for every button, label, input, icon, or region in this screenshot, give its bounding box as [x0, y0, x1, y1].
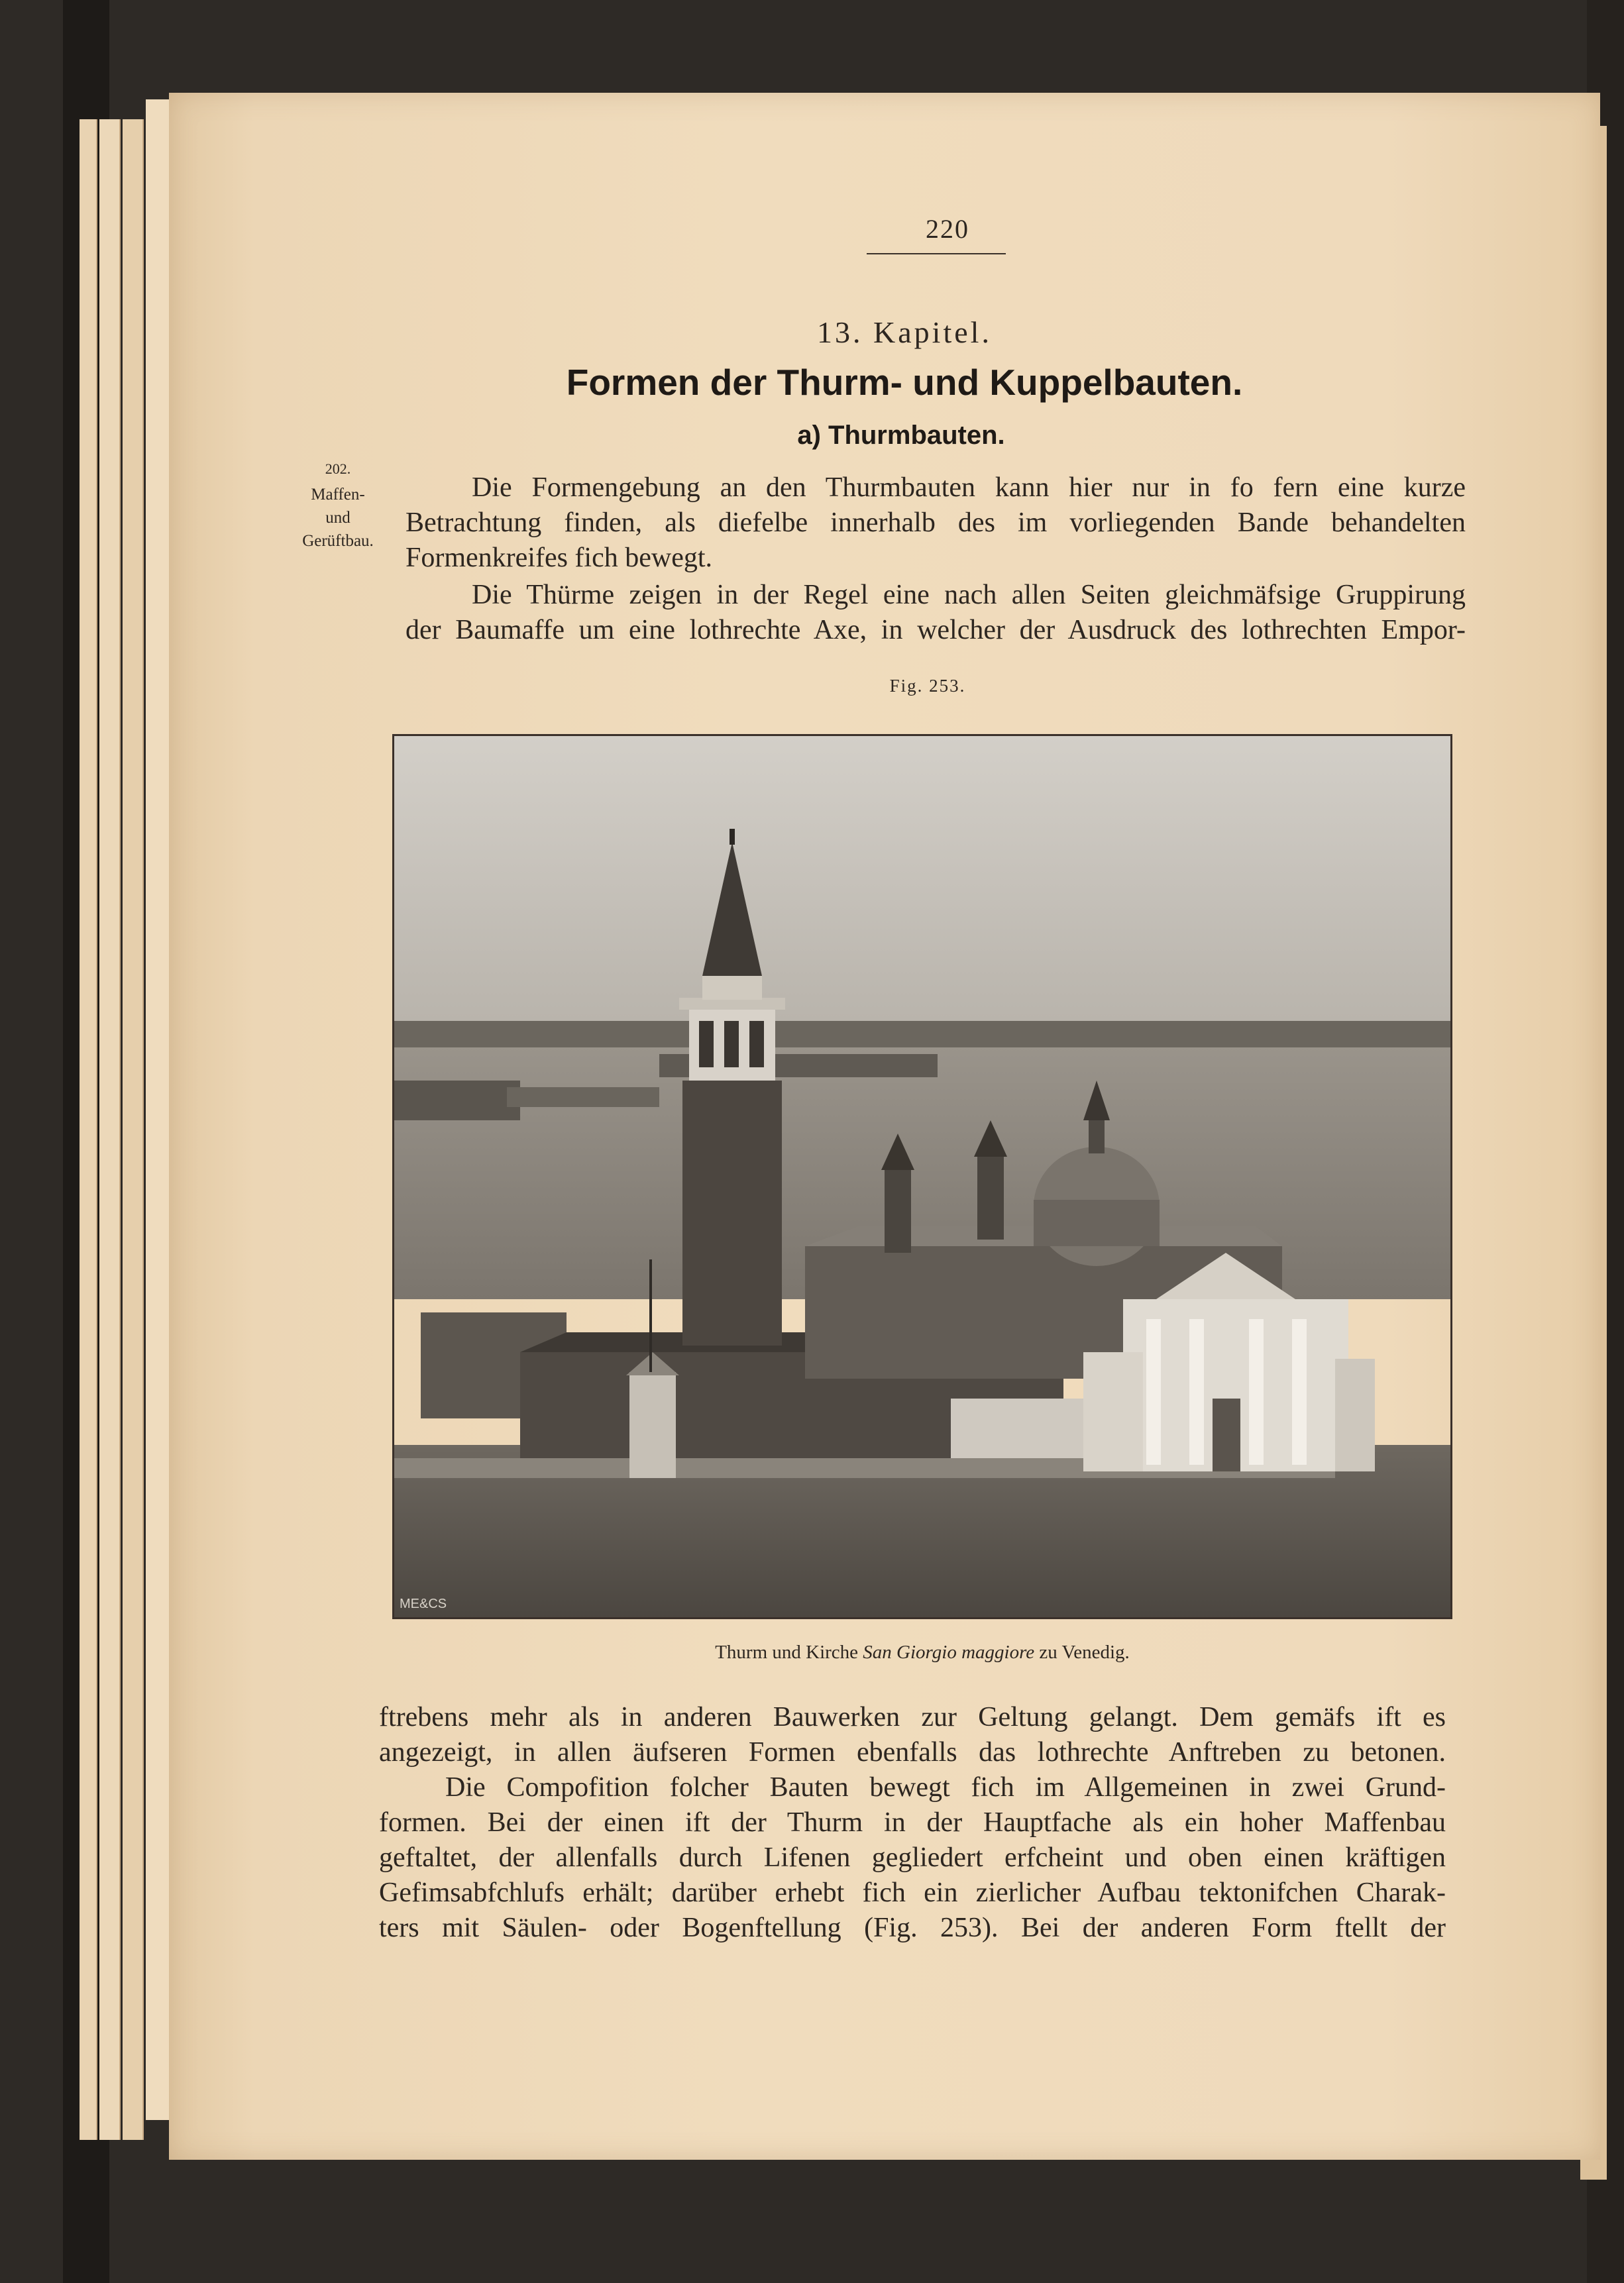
- paragraph-line: der Baumaffe um eine lothrechte Axe, in welcher der Ausdruck des lothrechten Empor-: [406, 615, 1466, 645]
- facade-column: [1189, 1319, 1204, 1465]
- figure-photograph: [392, 734, 1452, 1619]
- flag-mast: [649, 1259, 652, 1372]
- belfry-opening: [749, 1021, 764, 1067]
- section-heading: a) Thurmbauten.: [797, 421, 1005, 450]
- horizon-land: [394, 1021, 1452, 1047]
- paragraph-line: Gefimsabfchlufs erhält; darüber erhebt fich ein zierlicher Aufbau tektonifchen Charak-: [379, 1878, 1446, 1908]
- facade-column: [1292, 1319, 1307, 1465]
- page-stack-edge: [123, 119, 144, 2140]
- paragraph-line: ftrebens mehr als in anderen Bauwerken zur Geltung gelangt. Dem gemäfs ift es: [379, 1702, 1446, 1732]
- campanile-statue: [730, 829, 735, 845]
- page-stack-edge: [146, 99, 170, 2120]
- paragraph-line: formen. Bei der einen ift der Thurm in der Hauptfache als ein hoher Maffenbau: [379, 1807, 1446, 1838]
- campanile-drum: [702, 975, 762, 1000]
- paragraph-line: Die Thürme zeigen in der Regel eine nach allen Seiten gleichmäfsige Gruppirung: [472, 580, 1466, 610]
- photo-signature: ME&CS: [400, 1597, 447, 1611]
- belfry-opening: [699, 1021, 714, 1067]
- facade-column: [1146, 1319, 1161, 1465]
- page-stack-edge: [99, 119, 121, 2140]
- sky: [394, 736, 1452, 1021]
- page-number-rule: [867, 253, 1006, 254]
- chapter-title: Formen der Thurm- und Kuppelbauten.: [566, 362, 1243, 403]
- paragraph-line: Die Compofition folcher Bauten bewegt fich im Allgemeinen in zwei Grund-: [445, 1772, 1446, 1803]
- figure-label: Fig. 253.: [889, 676, 966, 696]
- small-tower-left: [885, 1167, 911, 1253]
- paragraph-line: Die Formengebung an den Thurmbauten kann hier nur in fo fern eine kurze: [472, 472, 1466, 503]
- margin-note-line: Gerüftbau.: [302, 532, 374, 550]
- facade-wing: [1335, 1359, 1375, 1471]
- far-island-mid: [507, 1087, 659, 1107]
- figure-caption: [392, 1642, 1452, 1664]
- margin-note-number: 202.: [325, 460, 351, 477]
- caption-suffix: zu Venedig.: [1039, 1642, 1130, 1663]
- facade-door: [1213, 1399, 1240, 1471]
- far-island-left: [394, 1081, 520, 1120]
- paragraph-line: Betrachtung finden, als diefelbe innerhalb des im vorliegenden Bande behandelten: [406, 507, 1466, 538]
- paragraph-line: geftaltet, der allenfalls durch Lifenen gegliedert erfcheint und oben einen kräftigen: [379, 1842, 1446, 1873]
- belfry-opening: [724, 1021, 739, 1067]
- page-number: 220: [926, 214, 969, 244]
- paragraph-line: ters mit Säulen- oder Bogenftellung (Fig. 253). Bei der anderen Form ftellt der: [379, 1913, 1446, 1943]
- venice-photo-illustration: [394, 736, 1452, 1619]
- campanile-shaft: [682, 1081, 782, 1346]
- chapter-number: 13. Kapitel.: [817, 315, 992, 349]
- lighthouse: [629, 1372, 676, 1478]
- caption-italic: San Giorgio maggiore: [863, 1642, 1035, 1663]
- dome-drum: [1034, 1200, 1160, 1246]
- paragraph-line: angezeigt, in allen äufseren Formen ebenfalls das lothrechte Anftreben zu betonen.: [379, 1737, 1446, 1768]
- paragraph-line: Formenkreifes fich bewegt.: [406, 543, 713, 573]
- facade-column: [1249, 1319, 1264, 1465]
- facade-wing: [1083, 1352, 1143, 1471]
- margin-note-line: Maffen-: [311, 486, 365, 504]
- margin-note-line: und: [325, 509, 351, 527]
- page-stack-edge: [80, 119, 97, 2140]
- caption-prefix: Thurm und Kirche: [715, 1642, 859, 1663]
- small-tower-right: [977, 1153, 1004, 1240]
